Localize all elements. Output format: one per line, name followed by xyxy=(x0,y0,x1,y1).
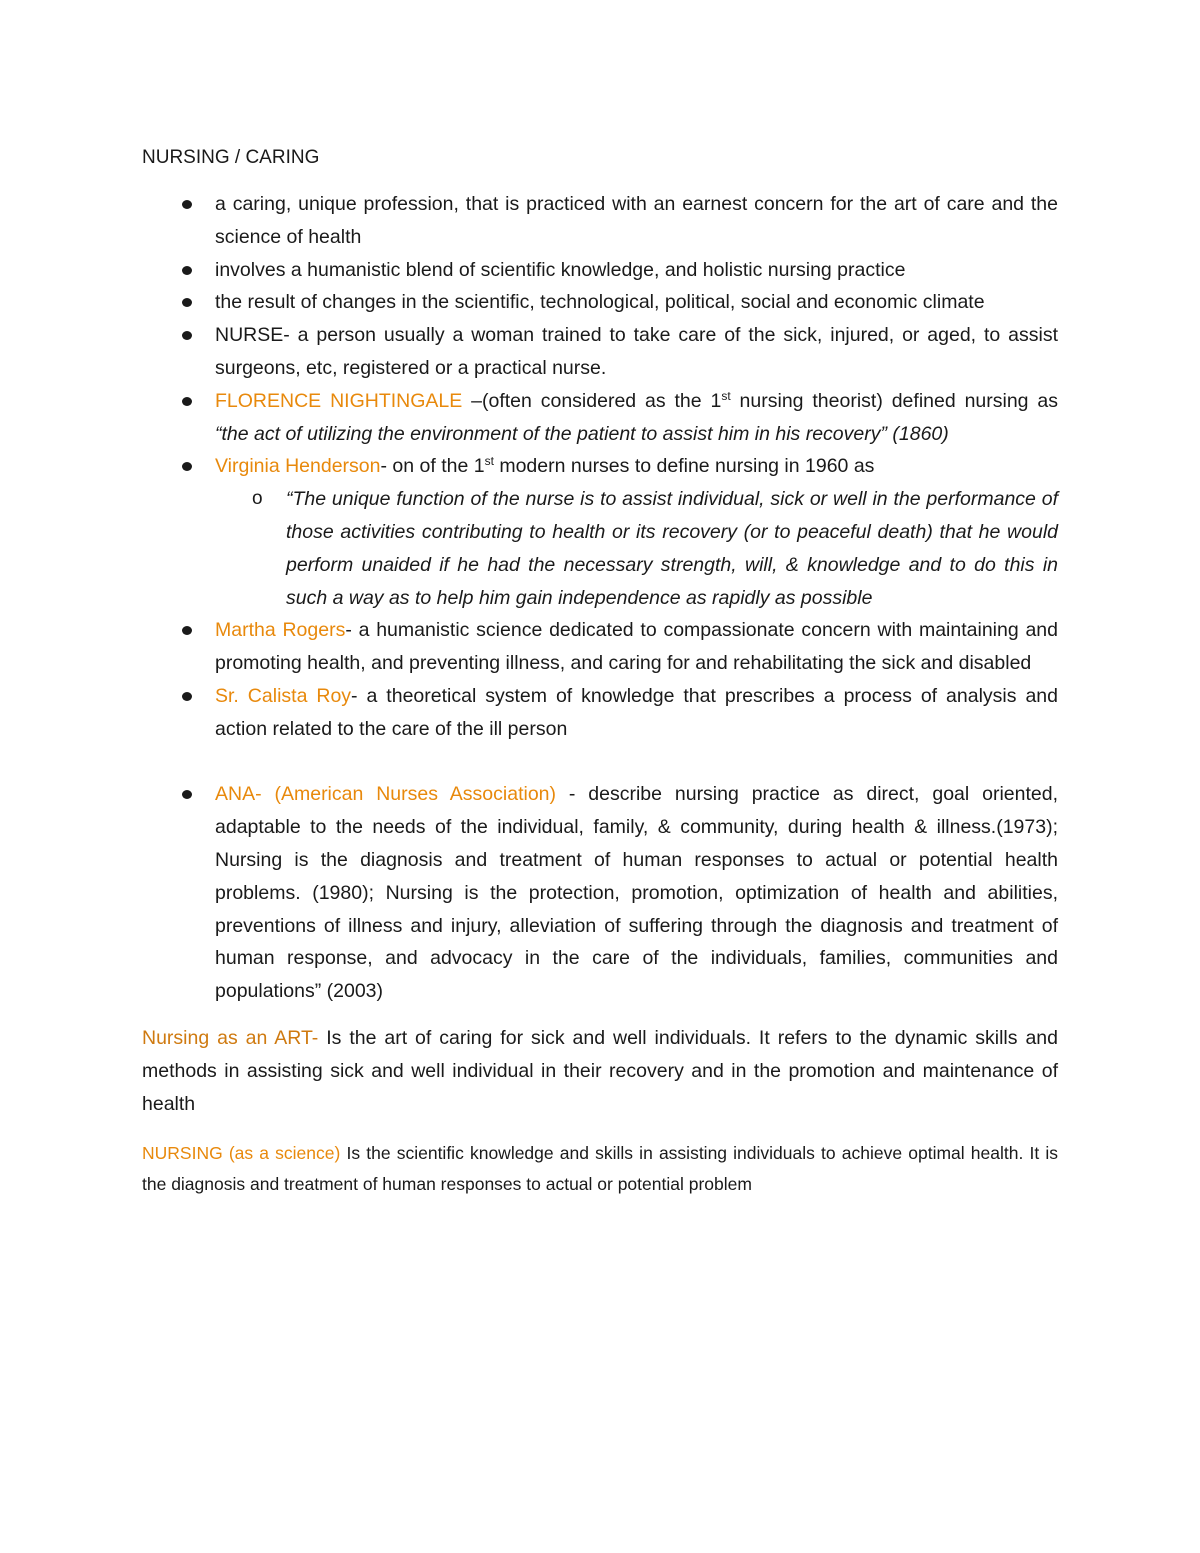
definition-text: modern nurses to define nursing in 1960 as xyxy=(493,455,875,478)
document-body xyxy=(142,142,1058,1200)
theorist-name: Sr. Calista Roy xyxy=(215,684,352,707)
nursing-art-paragraph xyxy=(142,1022,1058,1120)
superscript: st xyxy=(484,454,494,469)
bullet-icon xyxy=(182,692,192,701)
list-item-nightingale xyxy=(142,385,1058,451)
list-item-rogers xyxy=(142,614,1058,680)
definition-list xyxy=(142,188,1058,1008)
bullet-icon xyxy=(182,462,192,471)
list-item-text: involves a humanistic blend of scientific knowledge, and holistic nursing practice xyxy=(215,258,906,281)
bullet-icon xyxy=(182,397,192,406)
sub-bullet-icon: o xyxy=(252,488,263,510)
theorist-name: FLORENCE NIGHTINGALE xyxy=(215,389,463,412)
definition-text: - on of the 1 xyxy=(380,455,485,478)
theorist-name: Martha Rogers xyxy=(215,619,346,642)
definition-text: –(often considered as the 1 xyxy=(462,389,722,412)
bullet-icon xyxy=(182,200,192,209)
list-item xyxy=(142,319,1058,385)
list-item-text: a caring, unique profession, that is practiced with an earnest concern for the art of care and the science of health xyxy=(215,193,1058,248)
paragraph-lead: Nursing as an ART- xyxy=(142,1026,319,1049)
nursing-science-paragraph xyxy=(142,1138,1058,1200)
list-item-henderson xyxy=(142,450,1058,614)
definition-quote: “The unique function of the nurse is to assist individual, sick or well in the performance of those activities contributing to health or its recovery (or to peaceful death) that he would perform unaided if he had the necessary strength, will, & knowledge and to do this in such a way as to help him gain independence as rapidly as possible xyxy=(286,488,1058,609)
organization-name: ANA- (American Nurses Association) xyxy=(215,783,557,806)
list-item-text: NURSE- a person usually a woman trained to take care of the sick, injured, or aged, to assist surgeons, etc, registered or a practical nurse. xyxy=(215,324,1058,379)
definition-text: nursing theorist) defined nursing as xyxy=(730,389,1058,412)
list-item xyxy=(142,286,1058,319)
theorist-name: Virginia Henderson xyxy=(215,455,381,478)
superscript: st xyxy=(721,388,731,403)
definition-quote: “the act of utilizing the environment of the patient to assist him in his recovery” (1860) xyxy=(215,422,949,445)
sub-list xyxy=(215,483,1058,614)
bullet-icon xyxy=(182,790,192,799)
bullet-icon xyxy=(182,331,192,340)
sub-list-item xyxy=(215,483,1058,614)
list-item xyxy=(142,188,1058,254)
paragraph-text: Is the scientific knowledge and skills in assisting individuals to achieve optimal health. It is the diagnosis and treatment of human responses to actual or potential problem xyxy=(142,1143,1058,1195)
paragraph-text: Is the art of caring for sick and well individuals. It refers to the dynamic skills and methods in assisting sick and well individual in their recovery and in the promotion and maintenance of health xyxy=(142,1026,1058,1115)
bullet-icon xyxy=(182,626,192,635)
definition-text: - a humanistic science dedicated to compassionate concern with maintaining and promoting health, and preventing illness, and caring for and rehabilitating the sick and disabled xyxy=(215,619,1058,675)
bullet-icon xyxy=(182,266,192,275)
list-item-text: the result of changes in the scientific, technological, political, social and economic climate xyxy=(215,291,985,314)
definition-text: - a theoretical system of knowledge that prescribes a process of analysis and action related to the care of the ill person xyxy=(215,684,1058,740)
page-title: NURSING / CARING xyxy=(142,147,320,168)
definition-text: - describe nursing practice as direct, goal oriented, adaptable to the needs of the individual, family, & community, during health & illness.(1973); Nursing is the diagnosis and treatment of human responses to actual or potential health problems. (1980); Nursing is the protection, promotion, optimization of health and abilities, preventions of illness and injury, alleviation of suffering through the diagnosis and treatment of human response, and advocacy in the care of the individuals, families, communities and populations” (2003) xyxy=(215,783,1058,1003)
list-item xyxy=(142,254,1058,287)
paragraph-lead: NURSING (as a science) xyxy=(142,1143,341,1164)
list-item-roy xyxy=(142,680,1058,746)
bullet-icon xyxy=(182,298,192,307)
list-item-ana xyxy=(142,778,1058,1008)
